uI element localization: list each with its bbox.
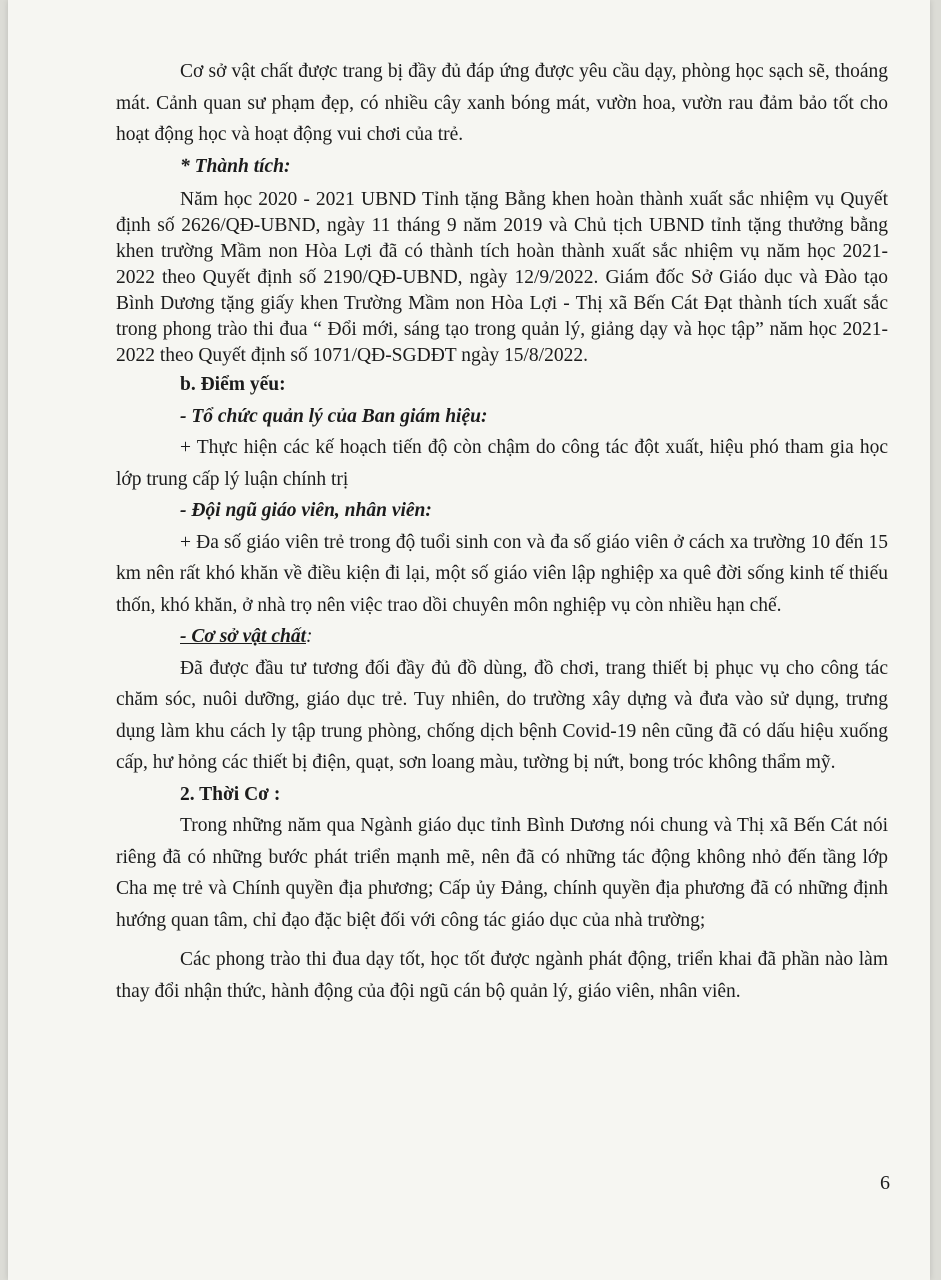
heading-achievements: * Thành tích: bbox=[180, 155, 291, 177]
heading-opportunities: 2. Thời Cơ : bbox=[180, 783, 281, 805]
heading-infrastructure bbox=[116, 621, 888, 653]
document-body bbox=[116, 56, 888, 1007]
paragraph-opportunities-1: Trong những năm qua Ngành giáo dục tỉnh Bình Dương nói chung và Thị xã Bến Cát nói riêng đã có những bước phát triển mạnh mẽ, nên đã có những tác động không nhỏ đến tầng lớp Cha mẹ trẻ và Chính quyền địa phương; Cấp ủy Đảng, chính quyền địa phương đã có những định hướng quan tâm, chỉ đạo đặc biệt đối với công tác giáo dục của nhà trường; bbox=[116, 815, 888, 931]
heading-infrastructure-label: - Cơ sở vật chất bbox=[180, 626, 307, 647]
paragraph-management: + Thực hiện các kế hoạch tiến độ còn chậm do công tác đột xuất, hiệu phó tham gia học lớp trung cấp lý luận chính trị bbox=[116, 437, 888, 490]
heading-weaknesses: b. Điểm yếu: bbox=[180, 374, 286, 395]
paragraph-achievements: Năm học 2020 - 2021 UBND Tỉnh tặng Bằng khen hoàn thành xuất sắc nhiệm vụ Quyết định số 2626/QĐ-UBND, ngày 11 tháng 9 năm 2019 và Chủ tịch UBND tỉnh tặng thưởng bằng khen trường Mầm non Hòa Lợi đã có thành tích hoàn thành xuất sắc nhiệm vụ năm học 2021-2022 theo Quyết định số 2190/QĐ-UBND, ngày 12/9/2022. Giám đốc Sở Giáo dục và Đào tạo Bình Dương tặng giấy khen Trường Mầm non Hòa Lợi - Thị xã Bến Cát Đạt thành tích xuất sắc trong phong trào thi đua “ Đổi mới, sáng tạo trong quản lý, giảng dạy và học tập” năm học 2021-2022 theo Quyết định số 1071/QĐ-SGDĐT ngày 15/8/2022. bbox=[116, 189, 888, 366]
page-number: 6 bbox=[880, 1172, 890, 1194]
heading-infrastructure-colon: : bbox=[306, 626, 313, 647]
paragraph-infrastructure: Đã được đầu tư tương đối đầy đủ đồ dùng, đồ chơi, trang thiết bị phục vụ cho công tác chăm sóc, nuôi dưỡng, giáo dục trẻ. Tuy nhiên, do trường xây dựng và đưa vào sử dụng, trưng dụng làm khu cách ly tập trung phòng, chống dịch bệnh Covid-19 nên cũng đã có dấu hiệu xuống cấp, hư hỏng các thiết bị điện, quạt, sơn loang màu, tường bị nứt, bong tróc không thẩm mỹ. bbox=[116, 657, 888, 773]
heading-management: - Tổ chức quản lý của Ban giám hiệu: bbox=[180, 405, 488, 427]
heading-staff: - Đội ngũ giáo viên, nhân viên: bbox=[180, 500, 432, 521]
paragraph-facilities: Cơ sở vật chất được trang bị đầy đủ đáp ứng được yêu cầu dạy, phòng học sạch sẽ, thoáng mát. Cảnh quan sư phạm đẹp, có nhiều cây xanh bóng mát, vườn hoa, vườn rau đảm bảo tốt cho hoạt động học và hoạt động vui chơi của trẻ. bbox=[116, 61, 888, 145]
paragraph-staff: + Đa số giáo viên trẻ trong độ tuổi sinh con và đa số giáo viên ở cách xa trường 10 đến 15 km nên rất khó khăn về điều kiện đi lại, một số giáo viên lập nghiệp xa quê đời sống kinh tế thiếu thốn, khó khăn, ở nhà trọ nên việc trao dồi chuyên môn nghiệp vụ còn nhiều hạn chế. bbox=[116, 531, 888, 616]
document-page bbox=[8, 0, 930, 1280]
paragraph-opportunities-2: Các phong trào thi đua dạy tốt, học tốt được ngành phát động, triển khai đã phần nào làm thay đổi nhận thức, hành động của đội ngũ cán bộ quản lý, giáo viên, nhân viên. bbox=[116, 949, 888, 1002]
